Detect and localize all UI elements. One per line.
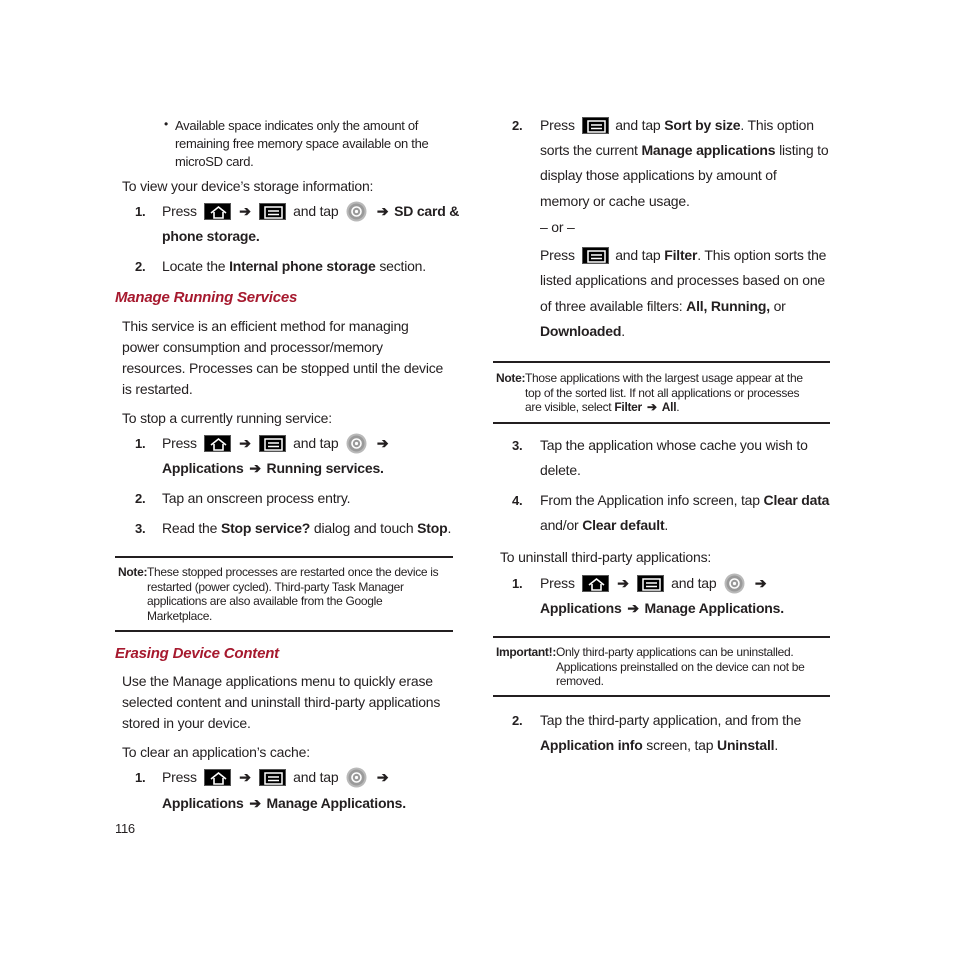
note-box [118, 565, 439, 623]
storage-step-1 [135, 201, 460, 222]
step-text: Press [540, 247, 575, 263]
cache-step-3 [512, 435, 808, 456]
step-text: delete. [540, 462, 581, 478]
step-text: and tap [293, 769, 339, 785]
step-text: From the Application info screen, tap [540, 492, 760, 508]
step-bold: Uninstall [717, 737, 775, 753]
step-bold: Clear default [582, 517, 665, 533]
menu-key-icon [259, 769, 286, 786]
menu-key-icon [582, 117, 609, 134]
running-body [122, 316, 443, 400]
body-line: This service is an efficient method for managing [122, 318, 409, 334]
storage-step-2 [135, 256, 426, 277]
step-number: 3. [512, 438, 523, 453]
step-bold: Application info [540, 737, 643, 753]
step-text: display those applications by amount of [540, 167, 777, 183]
step-bold: Filter [664, 247, 698, 263]
step-text: sorts the current [540, 142, 638, 158]
step-destination: Applications [540, 600, 622, 616]
menu-key-icon [582, 247, 609, 264]
step-text: . This option sorts the [697, 247, 827, 263]
arrow-right-icon: ➔ [376, 203, 389, 219]
important-label: Important!: [496, 645, 557, 659]
note-line: are visible, select Filter ➔ All. [525, 400, 680, 414]
arrow-right-icon: ➔ [239, 769, 251, 785]
cache-step-4 [512, 490, 830, 511]
step-number: 2. [512, 713, 523, 728]
filter-step [540, 245, 826, 265]
step-text: of three available filters: [540, 298, 683, 314]
body-line: is restarted. [122, 381, 193, 397]
arrow-right-icon: ➔ [627, 600, 639, 616]
note-line: Those applications with the largest usage appear at the [525, 371, 803, 385]
menu-key-icon [259, 203, 286, 220]
step-bold: Downloaded [540, 323, 622, 339]
step-text: Tap the third-party application, and from the [540, 712, 802, 728]
body-line: selected content and uninstall third-party applications [122, 694, 441, 710]
step-destination: Manage Applications. [644, 600, 784, 616]
note-line: restarted (power cycled). Third-party Task Manager [147, 579, 404, 594]
step-text: . This option [740, 117, 814, 133]
important-line: Only third-party applications can be uninstalled. [556, 645, 794, 659]
divider [493, 636, 830, 638]
step-number: 1. [135, 770, 146, 785]
uninstall-step-2 [512, 710, 802, 731]
bullet-line: remaining free memory space available on the [175, 136, 429, 151]
divider [493, 422, 830, 424]
cache-intro: To clear an application’s cache: [122, 744, 310, 760]
step-destination: phone storage. [162, 228, 260, 244]
step-text: and tap [293, 203, 339, 219]
step-bold: All, Running, [686, 298, 770, 314]
body-line: resources. Processes can be stopped until the device [122, 360, 444, 376]
step-bold: Sort by size [664, 117, 741, 133]
home-key-icon [204, 769, 231, 786]
step-number: 1. [512, 576, 523, 591]
note-line: These stopped processes are restarted once the device is [147, 565, 439, 579]
divider [115, 556, 453, 558]
note-box [496, 371, 803, 414]
note-line: Marketplace. [147, 608, 213, 623]
heading-manage-running-services: Manage Running Services [115, 289, 298, 306]
step-number: 2. [512, 118, 523, 133]
step-text: screen, tap [646, 737, 714, 753]
uninstall-step-1 [512, 573, 767, 594]
settings-gear-icon [346, 767, 367, 788]
home-key-icon [582, 575, 609, 592]
step-number: 1. [135, 436, 146, 451]
arrow-right-icon: ➔ [239, 435, 251, 451]
step-text: Locate the [162, 258, 226, 274]
step-text: listed applications and processes based on one [540, 272, 825, 288]
step-text: Read the [162, 520, 218, 536]
uninstall-intro: To uninstall third-party applications: [500, 549, 712, 565]
divider [115, 630, 453, 632]
running-step-3 [135, 518, 452, 539]
page-number: 116 [115, 821, 135, 836]
arrow-right-icon: ➔ [617, 575, 629, 591]
step-destination: SD card & [394, 203, 460, 219]
important-line: removed. [556, 674, 604, 688]
settings-gear-icon [346, 201, 367, 222]
cache-step-1 [135, 767, 389, 788]
step-text: or [773, 298, 786, 314]
note-line: top of the sorted list. If not all applications or processes [525, 385, 800, 400]
storage-intro: To view your device’s storage information: [122, 178, 374, 194]
step-text: and tap [293, 435, 339, 451]
bullet-line: Available space indicates only the amount of [175, 118, 419, 133]
arrow-right-icon: ➔ [376, 435, 389, 451]
step-text: Press [162, 435, 197, 451]
bullet-icon: • [164, 117, 168, 131]
heading-erasing-device-content: Erasing Device Content [115, 645, 279, 662]
arrow-right-icon: ➔ [376, 769, 389, 785]
important-box [496, 645, 805, 688]
step-bold: Internal phone storage [229, 258, 376, 274]
step-text: Press [162, 769, 197, 785]
stop-intro: To stop a currently running service: [122, 410, 332, 426]
note-label: Note: [496, 371, 526, 385]
step-text: . [664, 517, 669, 533]
home-key-icon [204, 203, 231, 220]
arrow-right-icon: ➔ [239, 203, 251, 219]
step-text: Press [162, 203, 197, 219]
step-number: 3. [135, 521, 146, 536]
step-bold: Clear data [763, 492, 830, 508]
important-line: Applications preinstalled on the device can not be [556, 659, 805, 674]
note-label: Note: [118, 565, 148, 579]
running-step-2 [135, 488, 351, 509]
step-number: 2. [135, 259, 146, 274]
or-separator: – or – [540, 219, 575, 235]
arrow-right-icon: ➔ [754, 575, 767, 591]
step-bold: Stop service? [220, 520, 311, 536]
step-text: and tap [615, 247, 661, 263]
settings-gear-icon [724, 573, 745, 594]
divider [493, 361, 830, 363]
step-text: listing to [779, 142, 829, 158]
arrow-right-icon: ➔ [646, 400, 657, 414]
step-text: . [447, 520, 452, 536]
arrow-right-icon: ➔ [249, 460, 261, 476]
step-text: and tap [671, 575, 717, 591]
step-text: Press [540, 117, 575, 133]
settings-gear-icon [346, 433, 367, 454]
divider [493, 695, 830, 697]
step-number: 1. [135, 204, 146, 219]
step-number: 4. [512, 493, 523, 508]
step-text: memory or cache usage. [540, 193, 690, 209]
step-number: 2. [135, 491, 146, 506]
bullet-line: microSD card. [175, 154, 254, 169]
step-text: Press [540, 575, 575, 591]
step-bold: Stop [417, 520, 448, 536]
step-bold: Manage applications [641, 142, 776, 158]
step-text: dialog and touch [313, 520, 414, 536]
sort-step-2 [512, 115, 814, 136]
step-text: and tap [615, 117, 661, 133]
step-text: . [774, 737, 779, 753]
step-destination: Manage Applications. [266, 795, 406, 811]
erasing-body [122, 671, 440, 734]
body-line: power consumption and processor/memory [122, 339, 383, 355]
step-text: section. [379, 258, 426, 274]
menu-key-icon [259, 435, 286, 452]
step-text: Tap the application whose cache you wish to [540, 437, 808, 453]
step-text: . [621, 323, 625, 339]
step-text: and/or [540, 517, 579, 533]
step-destination: Applications [162, 795, 244, 811]
body-line: stored in your device. [122, 715, 251, 731]
running-step-1 [135, 433, 389, 454]
body-line: Use the Manage applications menu to quickly erase [122, 673, 433, 689]
home-key-icon [204, 435, 231, 452]
note-line: applications are also available from the Google [147, 594, 383, 608]
arrow-right-icon: ➔ [249, 795, 261, 811]
step-destination: Running services. [266, 460, 384, 476]
menu-key-icon [637, 575, 664, 592]
step-text: Tap an onscreen process entry. [162, 490, 351, 506]
step-destination: Applications [162, 460, 244, 476]
